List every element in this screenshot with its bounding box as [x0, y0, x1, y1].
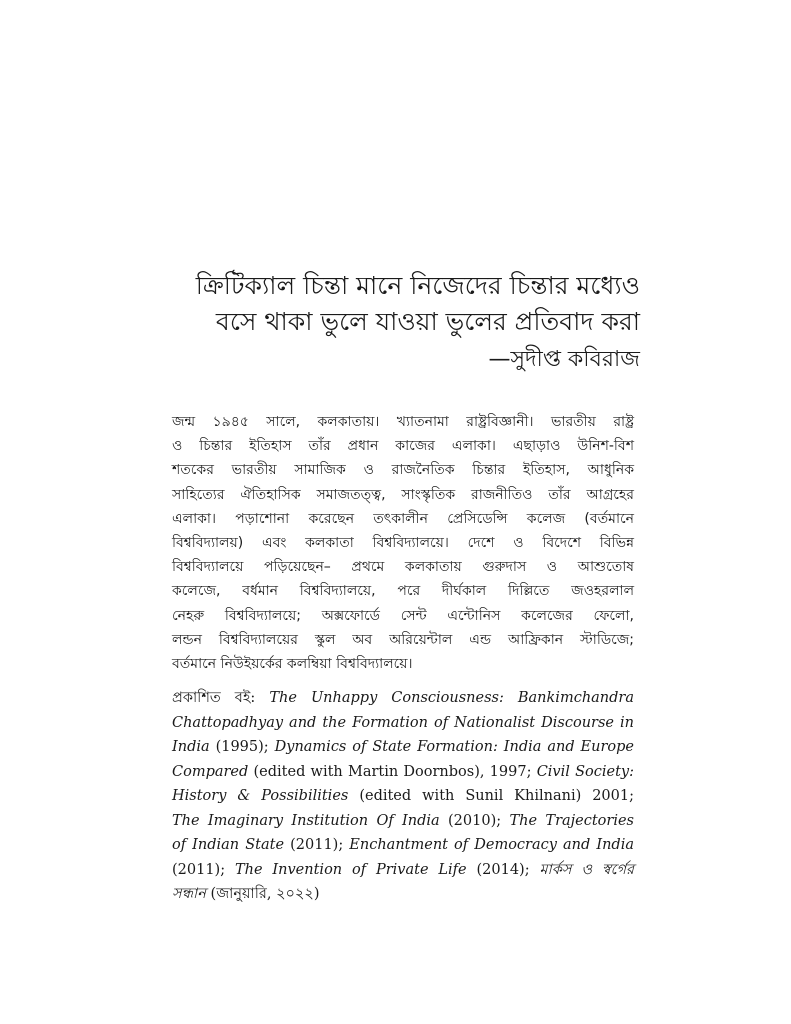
bio-line: কলেজে, বর্ধমান বিশ্ববিদ্যালয়ে, পরে দীর্ঘকাল দিল্লিতে জওহরলাল: [172, 583, 634, 600]
publication-line: [172, 784, 634, 809]
bio-line: জন্ম ১৯৪৫ সালে, কলকাতায়। খ্যাতনামা রাষ্ট্রবিজ্ঞানী। ভারতীয় রাষ্ট্র: [172, 414, 634, 430]
book-title: The Invention of Private Life: [234, 861, 467, 878]
book-title: of Indian State: [172, 837, 285, 854]
book-title: Chattopadhyay and the Formation of Nationalist Discourse in: [172, 714, 634, 731]
bio-line: ও চিন্তার ইতিহাস তাঁর প্রধান কাজের এলাকা। এছাড়াও উনিশ-বিশ: [172, 438, 634, 455]
bio-line: বর্তমানে নিউইয়র্কের কলম্বিয়া বিশ্ববিদ্যালয়ে।: [172, 656, 413, 673]
bio-line: নেহরু বিশ্ববিদ্যালয়ে; অক্সফোর্ডে সেন্ট এন্টোনিস কলেজের ফেলো,: [172, 607, 634, 624]
publication-text: (2011);: [284, 837, 350, 854]
bio-line: শতকের ভারতীয় সামাজিক ও রাজনৈতিক চিন্তার ইতিহাস, আধুনিক: [172, 462, 634, 479]
book-title: The Unhappy Consciousness: Bankimchandra: [269, 690, 634, 707]
publication-text: (edited with Sunil Khilnani) 2001;: [348, 788, 634, 805]
book-title: India: [172, 739, 210, 756]
bio-line: বিশ্ববিদ্যালয়ে পড়িয়েছেন– প্রথমে কলকাতায় গুরুদাস ও আশুতোষ: [172, 559, 634, 576]
publication-line: [172, 882, 634, 907]
publication-line: [172, 809, 634, 834]
bio-line: বিশ্ববিদ্যালয়) এবং কলকাতা বিশ্ববিদ্যালয়ে। দেশে ও বিদেশে বিভিন্ন: [172, 535, 634, 552]
publication-line: [172, 760, 634, 785]
book-title: The Trajectories: [509, 812, 634, 829]
author-biography: [172, 410, 634, 676]
publication-text: (2014);: [466, 861, 540, 878]
quote-title: [172, 268, 640, 340]
publication-text: (2010);: [439, 812, 510, 829]
publication-text: (2011);: [172, 861, 235, 878]
publication-line: [172, 711, 634, 736]
quote-author: —সুদীপ্ত কবিরাজ: [488, 347, 640, 372]
publication-line: [172, 833, 634, 858]
book-title: History & Possibilities: [172, 788, 349, 805]
bio-line: সাহিত্যের ঐতিহাসিক সমাজতত্ত্ব, সাংস্কৃতিক রাজনীতিও তাঁর আগ্রহের: [172, 486, 634, 503]
publication-text: (edited with Martin Doornbos), 1997;: [248, 763, 537, 780]
publication-line: [172, 858, 634, 883]
publication-text: (জানুয়ারি, ২০২২): [205, 886, 320, 903]
publication-line: [172, 735, 634, 760]
book-title: Civil Society:: [536, 763, 634, 780]
publication-text: (1995);: [209, 739, 275, 756]
quote-title-line: ক্রিটিক্যাল চিন্তা মানে নিজেদের চিন্তার মধ্যেও: [195, 271, 640, 300]
book-title: সন্ধান: [172, 886, 206, 903]
quote-title-line: বসে থাকা ভুলে যাওয়া ভুলের প্রতিবাদ করা: [215, 307, 640, 336]
publication-text: প্রকাশিত বই:: [172, 690, 270, 707]
book-title: The Imaginary Institution Of India: [172, 812, 440, 829]
page-content: [172, 268, 640, 907]
publication-line: [172, 686, 634, 711]
book-title: Dynamics of State Formation: India and Europe: [274, 739, 634, 756]
book-title: মার্কস ও স্বর্গের: [539, 861, 634, 878]
bio-line: এলাকা। পড়াশোনা করেছেন তৎকালীন প্রেসিডেন্সি কলেজ (বর্তমানে: [172, 510, 634, 527]
published-books: [172, 686, 634, 907]
book-title: Enchantment of Democracy and India: [349, 837, 634, 854]
bio-line: লন্ডন বিশ্ববিদ্যালয়ের স্কুল অব অরিয়েন্টাল এন্ড আফ্রিকান স্টাডিজে;: [172, 631, 634, 648]
book-title: Compared: [172, 763, 249, 780]
